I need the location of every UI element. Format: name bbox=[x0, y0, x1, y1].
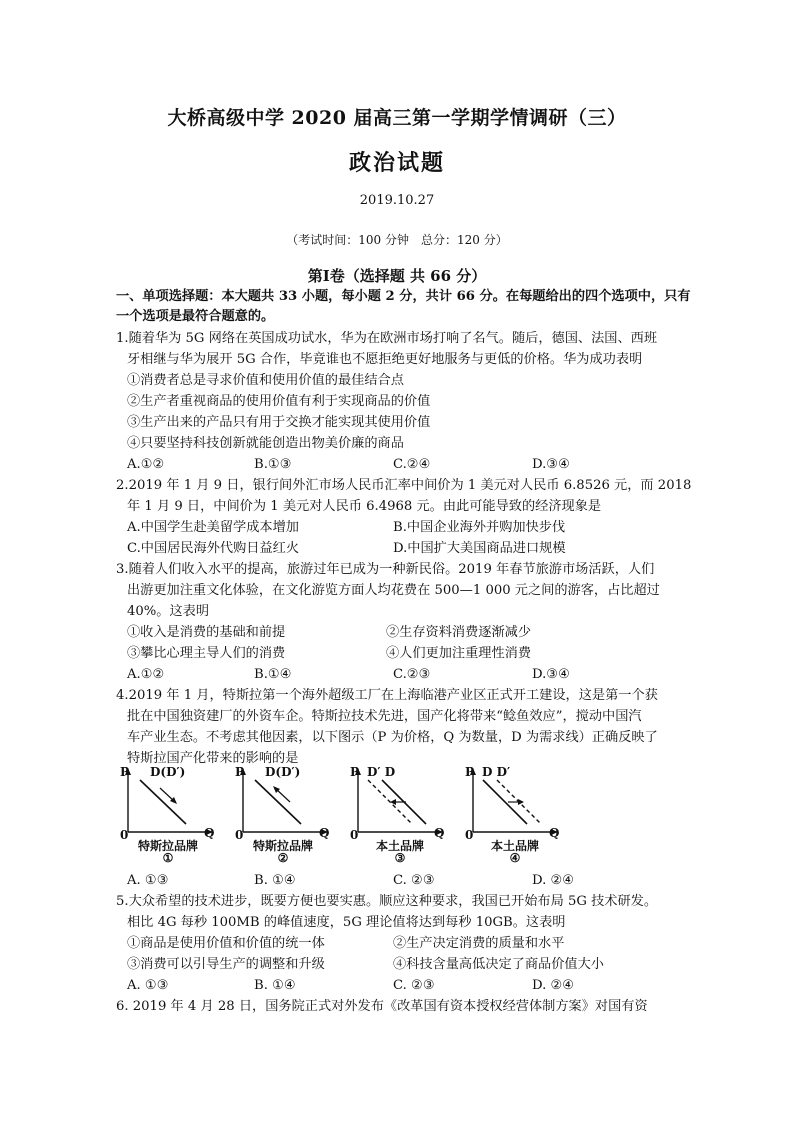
q1-item-4: ④只要坚持科技创新就能创造出物美价廉的商品 bbox=[127, 436, 404, 451]
q3-line-2: 出游更加注重文化体验，在文化游览方面人均花费在 500—1 000 元之间的游客，占比超过 bbox=[127, 583, 660, 598]
q4-line-3: 车产业生态。不考虑其他因素，以下图示（P 为价格，Q 为数量，D 为需求线）正确反映了 bbox=[127, 730, 658, 745]
q5-item-1: ①商品是使用价值和价值的统一体 bbox=[127, 936, 325, 951]
q1-item-3: ③生产出来的产品只有用于交换才能实现其使用价值 bbox=[127, 415, 431, 430]
q3-line-1: 3.随着人们收入水平的提高，旅游过年已成为一种新民俗。2019 年春节旅游市场活跃，人们 bbox=[116, 562, 655, 577]
q2-line-2: 年 1 月 9 日，中间价为 1 美元对人民币 6.4968 元。由此可能导致的经济现象是 bbox=[127, 499, 602, 514]
g2-number: ② bbox=[277, 851, 289, 865]
g4-q-label: Q bbox=[549, 826, 560, 840]
q5-line-2: 相比 4G 每秒 100MB 的峰值速度，5G 理论值将达到每秒 10GB。这表明 bbox=[127, 915, 566, 930]
q6-line-1: 6. 2019 年 4 月 28 日，国务院正式对外发布《改革国有资本授权经营体制方案》对国有资 bbox=[116, 999, 648, 1014]
q3-option-b: B.①④ bbox=[254, 667, 292, 682]
q1-line-1: 1.随着华为 5G 网络在英国成功试水，华为在欧洲市场打响了名气。随后，德国、法国、西班 bbox=[116, 331, 658, 346]
g3-brand: 本土品牌 bbox=[375, 839, 424, 853]
q3-item-2: ②生存资料消费逐渐减少 bbox=[386, 625, 532, 640]
q5-line-1: 5.大众希望的技术进步，既要方便也要实惠。顺应这种要求，我国已开始布局 5G 技术研发。 bbox=[116, 894, 658, 909]
q5-option-b: B. ①④ bbox=[254, 978, 296, 993]
q5-item-2: ②生产决定消费的质量和水平 bbox=[393, 936, 565, 951]
q1-option-a: A.①② bbox=[127, 457, 165, 472]
g4-curve-label: D D′ bbox=[482, 765, 511, 779]
g3-origin: 0 bbox=[350, 828, 359, 842]
q4-option-a: A. ①③ bbox=[127, 873, 169, 888]
g4-number: ④ bbox=[509, 851, 521, 865]
q3-item-4: ④人们更加注重理性消费 bbox=[386, 646, 532, 661]
q4-graph-4 bbox=[463, 766, 563, 836]
g2-origin: 0 bbox=[235, 828, 244, 842]
g2-curve-label: D(D′) bbox=[265, 765, 301, 779]
q5-option-a: A. ①③ bbox=[127, 978, 169, 993]
subject-title: 政治试题 bbox=[348, 150, 445, 176]
q3-option-c: C.②③ bbox=[393, 667, 431, 682]
q3-option-a: A.①② bbox=[127, 667, 165, 682]
q4-option-d: D. ②④ bbox=[532, 873, 575, 888]
q4-option-b: B. ①④ bbox=[254, 873, 296, 888]
q2-option-b: B.中国企业海外并购加快步伐 bbox=[393, 520, 566, 535]
q1-option-b: B.①③ bbox=[254, 457, 292, 472]
exam-title: 大桥高级中学 2020 届高三第一学期学情调研（三） bbox=[167, 107, 627, 129]
q4-option-c: C. ②③ bbox=[393, 873, 435, 888]
g1-origin: 0 bbox=[120, 828, 129, 842]
q5-item-4: ④科技含量高低决定了商品价值大小 bbox=[393, 957, 604, 972]
g3-number: ③ bbox=[394, 851, 406, 865]
g3-p-label: P bbox=[350, 765, 360, 779]
q2-option-a: A.中国学生赴美留学成本增加 bbox=[127, 520, 299, 535]
g1-curve-label: D(D′) bbox=[150, 765, 186, 779]
g2-p-label: P bbox=[235, 765, 245, 779]
q2-option-d: D.中国扩大美国商品进口规模 bbox=[393, 541, 566, 556]
q4-line-1: 4.2019 年 1 月，特斯拉第一个海外超级工厂在上海临港产业区正式开工建设，这是第一个获 bbox=[116, 688, 658, 703]
g4-p-label: P bbox=[465, 765, 475, 779]
q4-line-4: 特斯拉国产化带来的影响的是 bbox=[127, 751, 299, 766]
g1-brand: 特斯拉品牌 bbox=[137, 839, 198, 853]
q1-line-2: 牙相继与华为展开 5G 合作，毕竟谁也不愿拒绝更好地服务与更低的价格。华为成功表明 bbox=[127, 352, 643, 367]
instruction-line-1: 一、单项选择题：本大题共 33 小题，每小题 2 分，共计 66 分。在每题给出的四个选项中，只有 bbox=[116, 289, 691, 304]
g3-curve-label: D′ D bbox=[367, 765, 396, 779]
q1-item-2: ②生产者重视商品的使用价值有利于实现商品的价值 bbox=[127, 394, 431, 409]
q2-option-c: C.中国居民海外代购日益红火 bbox=[127, 541, 300, 556]
g2-q-label: Q bbox=[319, 826, 330, 840]
g4-origin: 0 bbox=[465, 828, 474, 842]
q1-option-c: C.②④ bbox=[393, 457, 431, 472]
exam-info: （考试时间：100 分钟 总分：120 分） bbox=[286, 233, 508, 247]
q1-item-1: ①消费者总是寻求价值和使用价值的最佳结合点 bbox=[127, 373, 404, 388]
q5-option-c: C. ②③ bbox=[393, 978, 435, 993]
q1-option-d: D.③④ bbox=[532, 457, 570, 472]
q3-option-d: D.③④ bbox=[532, 667, 570, 682]
q3-item-1: ①收入是消费的基础和前提 bbox=[127, 625, 286, 640]
g4-brand: 本土品牌 bbox=[490, 839, 539, 853]
g1-q-label: Q bbox=[204, 826, 215, 840]
g1-p-label: P bbox=[120, 765, 130, 779]
q3-item-3: ③攀比心理主导人们的消费 bbox=[127, 646, 286, 661]
q3-line-3: 40%。这表明 bbox=[127, 604, 210, 619]
g1-number: ① bbox=[162, 851, 174, 865]
g2-brand: 特斯拉品牌 bbox=[252, 839, 313, 853]
instruction-line-2: 一个选项是最符合题意的。 bbox=[116, 309, 275, 324]
q2-line-1: 2.2019 年 1 月 9 日，银行间外汇市场人民币汇率中间价为 1 美元对人民币 6.8526 元，而 2018 bbox=[116, 478, 692, 493]
g3-q-label: Q bbox=[434, 826, 445, 840]
section-title: 第Ⅰ卷（选择题 共 66 分） bbox=[307, 267, 487, 285]
q5-item-3: ③消费可以引导生产的调整和升级 bbox=[127, 957, 325, 972]
q4-line-2: 批在中国独资建厂的外资车企。特斯拉技术先进，国产化将带来“鲶鱼效应”，搅动中国汽 bbox=[127, 709, 642, 724]
q5-option-d: D. ②④ bbox=[532, 978, 575, 993]
q4-graph-3 bbox=[348, 766, 448, 836]
exam-date: 2019.10.27 bbox=[359, 193, 435, 208]
